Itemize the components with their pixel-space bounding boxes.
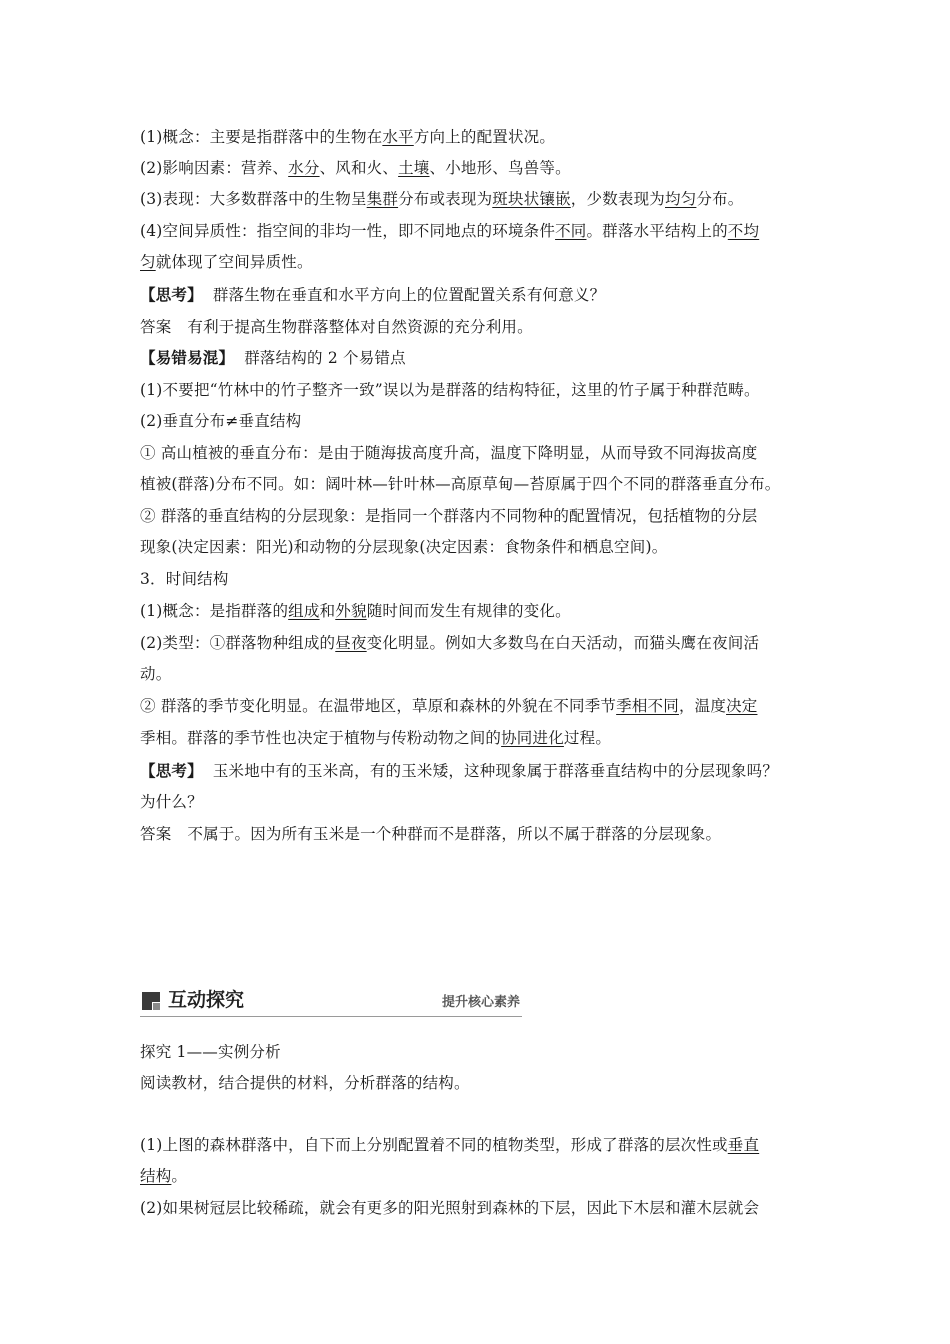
text: 就体现了空间异质性。 — [155, 253, 313, 271]
text: (3)表现：大多数群落中的生物呈 — [140, 190, 367, 208]
text: 随时间而发生有规律的变化。 — [366, 602, 571, 620]
think-question-2 — [140, 760, 820, 782]
underlined-answer: 匀 — [140, 253, 156, 271]
underlined-answer: 集群 — [366, 190, 399, 208]
question-text: 群落生物在垂直和水平方向上的位置配置关系有何意义？ — [212, 286, 606, 304]
text: (2)类型：①群落物种组成的 — [140, 634, 336, 652]
square-block-icon — [142, 992, 160, 1010]
heterogeneity-line — [140, 220, 820, 242]
underlined-answer: 不均 — [727, 222, 760, 240]
text: 方向上的配置状况。 — [413, 128, 556, 146]
underlined-answer: 不同 — [555, 222, 587, 240]
temporal-type-1 — [140, 632, 820, 654]
think-question-1 — [140, 284, 820, 306]
think-answer-2 — [140, 823, 820, 845]
error-point-3-cont: 植被(群落)分布不同。如：阔叶林—针叶林—高原草甸—苔原属于四个不同的群落垂直分布。 — [140, 475, 781, 493]
temporal-concept — [140, 600, 820, 622]
text: 、小地形、鸟兽等。 — [429, 159, 571, 177]
underlined-answer: 土壤 — [398, 159, 430, 177]
text: 过程。 — [563, 729, 612, 747]
temporal-type-2-cont — [140, 727, 820, 749]
error-point-3: ① 高山植被的垂直分布：是由于随海拔高度升高，温度下降明显，从而导致不同海拔高度 — [140, 444, 758, 462]
text: (4)空间异质性：指空间的非均一性，即不同地点的环境条件 — [140, 222, 556, 240]
underlined-answer: 外貌 — [335, 602, 367, 620]
text: 分布或表现为 — [398, 190, 493, 208]
question-text: 玉米地中有的玉米高，有的玉米矮，这种现象属于群落垂直结构中的分层现象吗？ — [212, 762, 779, 780]
answer-label: 答案 — [140, 318, 172, 336]
underlined-answer: 斑块状镶嵌 — [492, 190, 571, 208]
answer-label: 答案 — [140, 825, 172, 843]
think-answer-1 — [140, 316, 820, 338]
text: ，少数表现为 — [570, 190, 665, 208]
answer-text: 有利于提高生物群落整体对自然资源的充分利用。 — [187, 318, 533, 336]
underlined-answer: 组成 — [288, 602, 320, 620]
error-title-text: 群落结构的 2 个易错点 — [244, 349, 406, 367]
section-header — [140, 988, 522, 1017]
text: ② 群落的季节变化明显。在温带地区，草原和森林的外貌在不同季节 — [140, 697, 617, 715]
error-tag: 【易错易混】 — [140, 348, 235, 367]
underlined-answer: 均匀 — [665, 190, 697, 208]
section-heading: 3．时间结构 — [140, 570, 229, 588]
heterogeneity-line-cont — [140, 251, 820, 273]
section-subtitle: 提升核心素养 — [441, 995, 520, 1010]
underlined-answer: 水分 — [288, 159, 320, 177]
text: (2)影响因素：营养、 — [140, 159, 289, 177]
underlined-answer: 协同进化 — [501, 729, 564, 747]
text: (1)概念：是指群落的 — [140, 602, 289, 620]
error-point-1: (1)不要把“竹林中的竹子整齐一致”误以为是群落的结构特征，这里的竹子属于种群范畴。 — [140, 381, 760, 399]
temporal-type-1-cont: 动。 — [140, 665, 172, 683]
answer-text: 不属于。因为所有玉米是一个种群而不是群落，所以不属于群落的分层现象。 — [187, 825, 722, 843]
performance-line — [140, 188, 820, 210]
error-title — [140, 347, 820, 369]
underlined-answer: 水平 — [382, 128, 414, 146]
text: (1)上图的森林群落中，自下而上分别配置着不同的植物类型，形成了群落的层次性或 — [140, 1136, 728, 1154]
underlined-answer: 昼夜 — [335, 634, 367, 652]
think-tag: 【思考】 — [140, 761, 203, 780]
text: ，温度 — [678, 697, 727, 715]
error-point-4: ② 群落的垂直结构的分层现象：是指同一个群落内不同物种的配置情况，包括植物的分层 — [140, 507, 758, 525]
concept-line — [140, 126, 820, 148]
explore-heading: 探究 1——实例分析 — [140, 1043, 281, 1061]
text: 、风和火、 — [319, 159, 399, 177]
text: 和 — [319, 602, 336, 620]
think-tag: 【思考】 — [140, 285, 203, 304]
text: 。群落水平结构上的 — [586, 222, 728, 240]
text: 季相。群落的季节性也决定于植物与传粉动物之间的 — [140, 729, 502, 747]
question-text-cont: 为什么？ — [140, 793, 203, 811]
temporal-type-2 — [140, 695, 820, 717]
text: 变化明显。例如大多数鸟在白天活动，而猫头鹰在夜间活 — [366, 634, 760, 652]
error-point-4-cont: 现象(决定因素：阳光)和动物的分层现象(决定因素：食物条件和栖息空间)。 — [140, 538, 668, 556]
text: (1)概念：主要是指群落中的生物在 — [140, 128, 383, 146]
underlined-answer: 季相不同 — [616, 697, 679, 715]
section-title: 互动探究 — [168, 989, 245, 1011]
underlined-answer: 垂直 — [727, 1136, 760, 1154]
text: 分布。 — [696, 190, 744, 208]
underlined-answer: 结构 — [140, 1167, 172, 1185]
error-point-2: (2)垂直分布≠垂直结构 — [140, 412, 302, 430]
text: 。 — [171, 1167, 188, 1185]
explore-q1 — [140, 1134, 820, 1156]
explore-intro: 阅读教材，结合提供的材料，分析群落的结构。 — [140, 1074, 470, 1092]
factors-line — [140, 157, 820, 179]
underlined-answer: 决定 — [726, 697, 758, 715]
explore-q2: (2)如果树冠层比较稀疏，就会有更多的阳光照射到森林的下层，因此下木层和灌木层就会 — [140, 1199, 760, 1217]
explore-q1-cont — [140, 1165, 820, 1187]
